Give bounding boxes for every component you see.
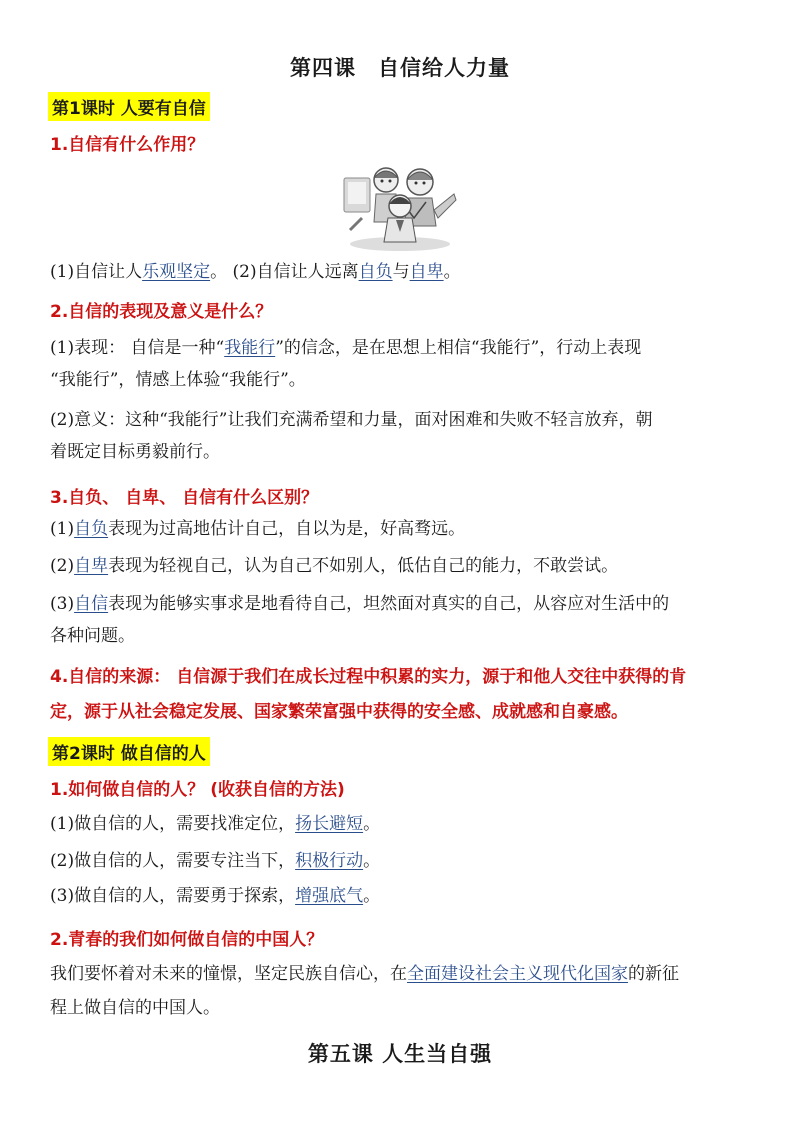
answer-keyword: 自卑	[74, 556, 109, 576]
lesson-2-question-2-answer: 我们要怀着对未来的憧憬，坚定民族自信心，在全面建设社会主义现代化国家的新征 程上做自信的中国人。	[50, 964, 679, 1018]
answer-keyword: 积极行动	[295, 851, 364, 871]
lesson-2-item-1: (1)做自信的人，需要找准定位，扬长避短。	[50, 814, 381, 834]
question-1-answer: (1)自信让人乐观坚定。 (2)自信让人远离自负与自卑。	[50, 262, 461, 282]
answer-keyword: 自负	[358, 262, 393, 282]
answer-keyword: 自负	[74, 519, 109, 539]
question-3-item-1: (1)自负表现为过高地估计自己，自以为是，好高骛远。	[50, 519, 466, 539]
lesson-2-question-1-title: 1.如何做自信的人？ (收获自信的方法)	[50, 780, 345, 800]
question-2-paragraph-1: (1)表现： 自信是一种“我能行”的信念，是在思想上相信“我能行”，行动上表现 “我能行”，情感上体验“我能行”。	[50, 338, 642, 390]
answer-keyword: 我能行	[224, 338, 276, 358]
question-2-paragraph-2: (2)意义：这种“我能行”让我们充满希望和力量，面对困难和失败不轻言放弃，朝 着既定目标勇毅前行。	[50, 410, 653, 462]
lesson-2-item-3: (3)做自信的人，需要勇于探索，增强底气。	[50, 886, 381, 906]
answer-keyword: 自卑	[409, 262, 444, 282]
question-2-title: 2.自信的表现及意义是什么？	[50, 302, 273, 322]
question-3-item-2: (2)自卑表现为轻视自己，认为自己不如别人，低估自己的能力，不敢尝试。	[50, 556, 619, 576]
answer-keyword: 扬长避短	[295, 814, 364, 834]
lesson-2-question-2-title: 2.青春的我们如何做自信的中国人？	[50, 930, 324, 950]
lesson-2-item-2: (2)做自信的人，需要专注当下，积极行动。	[50, 851, 381, 871]
answer-keyword: 乐观坚定	[142, 262, 211, 282]
lesson-1-label: 第1课时 人要有自信	[48, 92, 210, 121]
question-3-item-3: (3)自信表现为能够实事求是地看待自己，坦然面对真实的自己，从容应对生活中的 各种问题。	[50, 594, 670, 646]
answer-keyword: 自信	[74, 594, 109, 614]
lesson-title: 第四课 自信给人力量	[290, 56, 510, 80]
question-4-paragraph: 4.自信的来源： 自信源于我们在成长过程中积累的实力，源于和他人交往中获得的肯 定，源于从社会稳定发展、国家繁荣富强中获得的安全感、成就感和自豪感。	[50, 667, 687, 722]
answer-keyword: 全面建设社会主义现代化国家	[407, 964, 628, 984]
lesson-2-label: 第2课时 做自信的人	[48, 737, 210, 766]
question-3-title: 3.自负、 自卑、 自信有什么区别？	[50, 488, 319, 508]
answer-keyword: 增强底气	[295, 886, 364, 906]
next-lesson-title: 第五课 人生当自强	[307, 1042, 493, 1066]
question-1-title: 1.自信有什么作用？	[50, 135, 205, 155]
students-illustration-icon	[338, 160, 462, 252]
